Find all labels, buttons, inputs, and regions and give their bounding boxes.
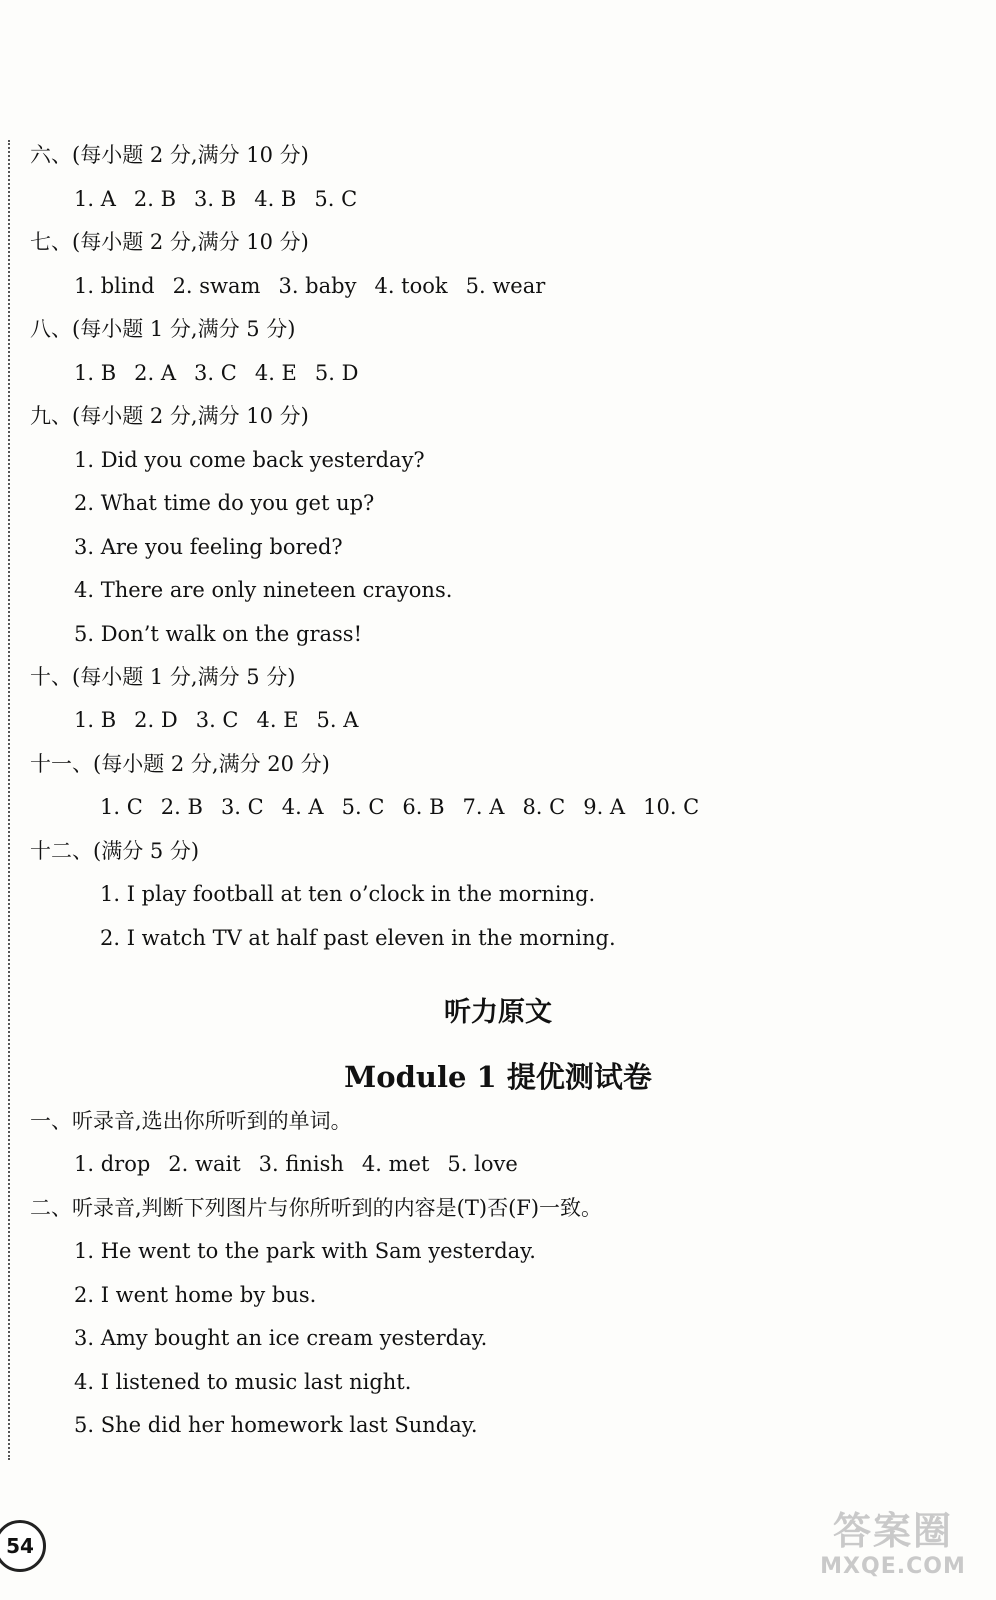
listening-line: 3. Amy bought an ice cream yesterday. <box>74 1326 488 1350</box>
watermark-logo: 答案圈 <box>832 1509 953 1553</box>
answer-item: 4. met <box>361 1152 430 1176</box>
section-12-header: 十二、(满分 5 分) <box>30 839 200 863</box>
section-10-header: 十、(每小题 1 分,满分 5 分) <box>30 665 296 689</box>
section-9-line: 3. Are you feeling bored? <box>74 535 343 559</box>
answer-item: 2. wait <box>168 1152 241 1176</box>
section-9-line: 4. There are only nineteen crayons. <box>74 578 453 602</box>
answer-item: 3. B <box>194 187 237 211</box>
answer-item: 5. D <box>314 361 359 385</box>
section-8-answers <box>74 360 376 386</box>
listening-line: 1. He went to the park with Sam yesterday. <box>74 1239 536 1263</box>
section-7-header: 七、(每小题 2 分,满分 10 分) <box>30 230 309 254</box>
listening-section-2-header: 二、听录音,判断下列图片与你所听到的内容是(T)否(F)一致。 <box>30 1196 603 1220</box>
answer-item: 1. B <box>74 708 117 732</box>
section-11-answers <box>100 794 717 820</box>
page-number-badge: 54 <box>0 1520 46 1572</box>
answer-item: 5. wear <box>465 274 546 298</box>
answer-item: 5. love <box>447 1152 518 1176</box>
answer-item: 1. B <box>74 361 117 385</box>
watermark <box>808 1508 978 1588</box>
answer-item: 4. A <box>281 795 324 819</box>
section-7-answers <box>74 273 563 299</box>
section-8-header: 八、(每小题 1 分,满分 5 分) <box>30 317 296 341</box>
answer-item: 3. C <box>220 795 264 819</box>
section-9-header: 九、(每小题 2 分,满分 10 分) <box>30 404 309 428</box>
listening-line: 5. She did her homework last Sunday. <box>74 1413 478 1437</box>
module-title: Module 1 提优测试卷 <box>344 1060 652 1094</box>
section-9-line: 1. Did you come back yesterday? <box>74 448 425 472</box>
answer-item: 8. C <box>522 795 566 819</box>
answer-item: 2. B <box>160 795 203 819</box>
answer-item: 3. baby <box>278 274 357 298</box>
answer-item: 2. A <box>134 361 177 385</box>
answer-item: 7. A <box>462 795 505 819</box>
answer-item: 4. took <box>374 274 448 298</box>
answer-item: 2. D <box>134 708 178 732</box>
answer-item: 4. B <box>254 187 297 211</box>
answer-item: 4. E <box>254 361 297 385</box>
answer-item: 4. E <box>256 708 299 732</box>
listening-title: 听力原文 <box>444 997 552 1028</box>
answer-item: 1. drop <box>74 1152 151 1176</box>
answer-item: 3. C <box>195 708 239 732</box>
section-11-header: 十一、(每小题 2 分,满分 20 分) <box>30 752 330 776</box>
watermark-url: MXQE.COM <box>820 1554 966 1579</box>
section-6-answers <box>74 186 375 212</box>
section-6-header: 六、(每小题 2 分,满分 10 分) <box>30 143 309 167</box>
section-12-line: 2. I watch TV at half past eleven in the morning. <box>100 926 616 950</box>
section-9-line: 2. What time do you get up? <box>74 491 375 515</box>
listening-line: 2. I went home by bus. <box>74 1283 317 1307</box>
answer-item: 3. finish <box>258 1152 344 1176</box>
answer-item: 6. B <box>402 795 445 819</box>
section-9-line: 5. Don’t walk on the grass! <box>74 622 363 646</box>
answer-item: 2. swam <box>172 274 261 298</box>
answer-item: 5. C <box>314 187 358 211</box>
answer-item: 2. B <box>133 187 177 211</box>
answer-item: 5. A <box>316 708 359 732</box>
listening-section-1-header: 一、听录音,选出你所听到的单词。 <box>30 1109 352 1133</box>
section-12-line: 1. I play football at ten o’clock in the morning. <box>100 882 596 906</box>
answer-item: 9. A <box>583 795 626 819</box>
listening-section-1-words <box>74 1151 536 1177</box>
answer-item: 1. C <box>100 795 143 819</box>
answer-item: 1. blind <box>74 274 155 298</box>
listening-line: 4. I listened to music last night. <box>74 1370 412 1394</box>
answer-item: 1. A <box>74 187 116 211</box>
answer-item: 5. C <box>341 795 385 819</box>
section-10-answers <box>74 707 376 733</box>
answer-item: 3. C <box>194 361 237 385</box>
binding-margin-line <box>8 140 10 1460</box>
answer-item: 10. C <box>643 795 700 819</box>
